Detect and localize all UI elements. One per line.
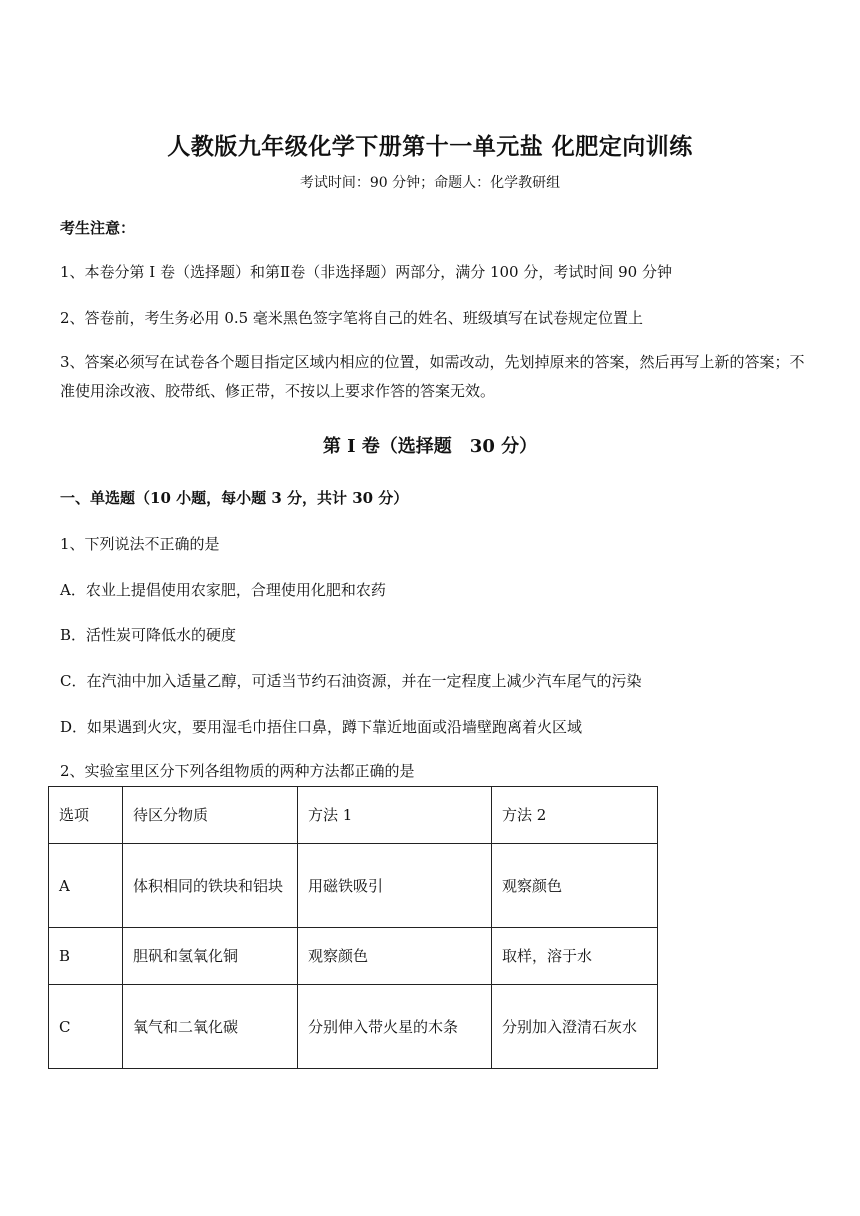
table-cell: B	[49, 928, 123, 985]
table-cell: 用磁铁吸引	[298, 844, 492, 928]
section-title: 第 I 卷（选择题 30 分）	[322, 436, 538, 457]
question-2-table	[48, 786, 658, 1069]
table-cell: 观察颜色	[492, 844, 658, 928]
table-header-row	[49, 787, 658, 844]
notice-heading: 考生注意：	[60, 219, 136, 237]
table-row	[49, 985, 658, 1069]
table-row	[49, 844, 658, 928]
table-header-cell: 待区分物质	[123, 787, 298, 844]
question-1-option-b: B．活性炭可降低水的硬度	[60, 626, 237, 644]
table-row	[49, 928, 658, 985]
table-cell: C	[49, 985, 123, 1069]
part-heading: 一、单选题（10 小题，每小题 3 分，共计 30 分）	[60, 489, 409, 507]
notice-item-3: 3、答案必须写在试卷各个题目指定区域内相应的位置，如需改动，先划掉原来的答案，然后再写上新的答案；不准使用涂改液、胶带纸、修正带，不按以上要求作答的答案无效。	[60, 353, 805, 400]
table-cell: 取样，溶于水	[492, 928, 658, 985]
table-cell: 氧气和二氧化碳	[123, 985, 298, 1069]
table-cell: 分别加入澄清石灰水	[492, 985, 658, 1069]
table-cell: 观察颜色	[298, 928, 492, 985]
table-header-cell: 选项	[49, 787, 123, 844]
question-1-option-a: A．农业上提倡使用农家肥，合理使用化肥和农药	[60, 581, 386, 599]
table-header-cell: 方法 1	[298, 787, 492, 844]
table-cell: A	[49, 844, 123, 928]
table-cell: 体积相同的铁块和铝块	[123, 844, 298, 928]
table-header-cell: 方法 2	[492, 787, 658, 844]
page-subtitle: 考试时间：90 分钟；命题人：化学教研组	[299, 175, 561, 191]
table-cell: 胆矾和氢氧化铜	[123, 928, 298, 985]
table-cell: 分别伸入带火星的木条	[298, 985, 492, 1069]
question-1-option-c: C．在汽油中加入适量乙醇，可适当节约石油资源，并在一定程度上减少汽车尾气的污染	[60, 672, 642, 690]
notice-item-2: 2、答卷前，考生务必用 0.5 毫米黑色签字笔将自己的姓名、班级填写在试卷规定位置上	[60, 309, 643, 327]
page-title: 人教版九年级化学下册第十一单元盐 化肥定向训练	[167, 133, 693, 160]
notice-item-1: 1、本卷分第 I 卷（选择题）和第Ⅱ卷（非选择题）两部分，满分 100 分，考试时间 90 分钟	[60, 263, 672, 281]
question-1-option-d: D．如果遇到火灾，要用湿毛巾捂住口鼻，蹲下靠近地面或沿墙壁跑离着火区域	[60, 718, 583, 736]
question-1-stem: 1、下列说法不正确的是	[60, 535, 220, 553]
question-2-stem: 2、实验室里区分下列各组物质的两种方法都正确的是	[60, 762, 415, 780]
